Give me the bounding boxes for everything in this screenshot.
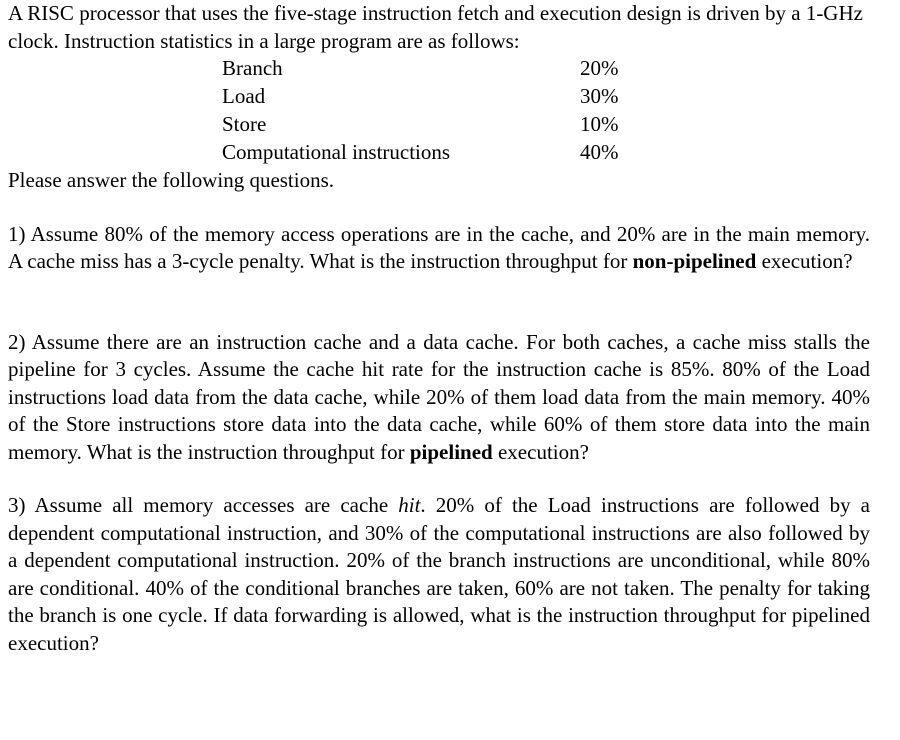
question-1 — [8, 221, 870, 276]
instructions-prompt: Please answer the following questions. — [8, 168, 335, 192]
stat-row-load — [8, 83, 870, 111]
problem-document — [8, 0, 870, 657]
stat-name: Computational instructions — [222, 140, 451, 164]
stat-row-branch — [8, 55, 870, 83]
stat-value: 20% — [580, 56, 619, 80]
stat-name: Store — [222, 112, 267, 136]
question-3-text: . 20% of the Load instructions are followed by a dependent computational instruction, and 30% of the computational instructions are also followed by a dependent computational instruction. 20% of the branch instructions are unconditional, while 80% are conditional. 40% of the conditional branches are taken, 60% are not taken. The penalty for taking the branch is one cycle. If data forwarding is allowed, what is the instruction throughput for pipelined execution? — [8, 493, 871, 655]
stat-value: 30% — [580, 84, 619, 108]
question-2-text: 2) Assume there are an instruction cache and a data cache. For both caches, a cache miss stalls the pipeline for 3 cycles. Assume the cache hit rate for the instruction cache is 85%. 80% of the Load instructions load data from the data cache, while 20% of them load data from the main memory. 40% of the Store instructions store data into the data cache, while 60% of them store data into the main memory. What is the instruction throughput for — [8, 329, 870, 464]
question-1-emphasis: non-pipelined — [632, 249, 757, 273]
question-3-italic: hit — [398, 493, 421, 517]
question-3 — [8, 492, 870, 657]
question-2 — [8, 329, 870, 467]
stat-name: Load — [222, 84, 266, 108]
stat-value: 40% — [580, 140, 619, 164]
question-2-tail: execution? — [492, 439, 589, 464]
instruction-stats-table — [8, 55, 870, 167]
question-2-emphasis: pipelined — [409, 439, 493, 464]
question-1-tail: execution? — [756, 249, 853, 273]
stat-row-store — [8, 111, 870, 139]
question-3-pre: 3) Assume all memory accesses are cache — [8, 493, 399, 517]
intro-paragraph: A RISC processor that uses the five-stage instruction fetch and execution design is driven by a 1-GHz clock. Instruction statistics in a large program are as follows: — [8, 1, 863, 53]
stat-row-computational — [8, 139, 870, 167]
question-1-text: 1) Assume 80% of the memory access operations are in the cache, and 20% are in the main memory. A cache miss has a 3-cycle penalty. What is the instruction throughput for — [8, 221, 870, 273]
stat-name: Branch — [222, 56, 283, 80]
stat-value: 10% — [580, 112, 619, 136]
